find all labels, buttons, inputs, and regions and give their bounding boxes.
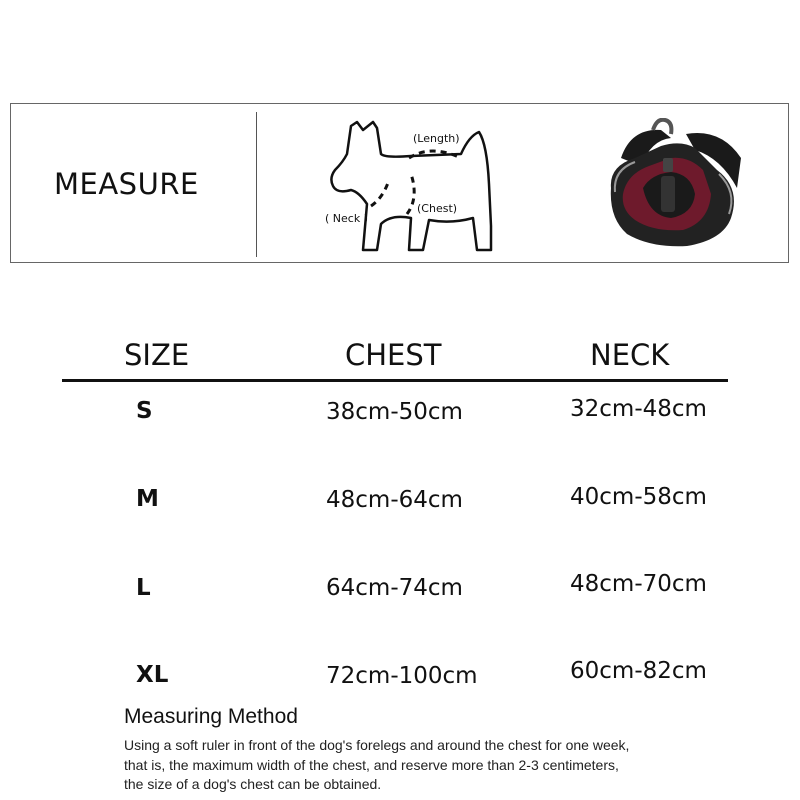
row-xl-size: XL [136,662,169,688]
row-m-chest: 48cm-64cm [326,487,463,513]
method-line-2: that is, the maximum width of the chest, and reserve more than 2-3 centimeters, [124,756,619,773]
dog-label-neck: ( Neck ) [325,212,368,225]
dog-outline [331,122,491,250]
row-l-size: L [136,575,151,601]
dog-label-length: (Length) [413,132,460,145]
measure-panel [10,103,789,263]
header-chest: CHEST [345,338,442,372]
measuring-method-text [124,736,744,795]
header-neck: NECK [590,338,670,372]
row-l-neck: 48cm-70cm [570,571,707,597]
header-size: SIZE [124,338,190,372]
chest-dashed-line [407,174,414,214]
dog-label-chest: (Chest) [417,202,458,215]
row-s-neck: 32cm-48cm [570,396,707,422]
row-xl-chest: 72cm-100cm [326,663,478,689]
header-rule [62,379,728,382]
row-xl-neck: 60cm-82cm [570,658,707,684]
method-line-1: Using a soft ruler in front of the dog's forelegs and around the chest for one week, [124,737,630,753]
harness-image [591,118,761,253]
row-l-chest: 64cm-74cm [326,575,463,601]
panel-divider [256,112,257,257]
method-line-3: the size of a dog's chest can be obtained. [124,776,382,792]
row-m-size: M [136,486,159,512]
dog-measurement-icon [311,114,511,264]
measuring-method-title: Measuring Method [124,705,298,728]
neck-dashed-line [371,180,389,206]
measure-label: MEASURE [54,167,199,201]
row-s-chest: 38cm-50cm [326,399,463,425]
row-s-size: S [136,398,153,424]
row-m-neck: 40cm-58cm [570,484,707,510]
